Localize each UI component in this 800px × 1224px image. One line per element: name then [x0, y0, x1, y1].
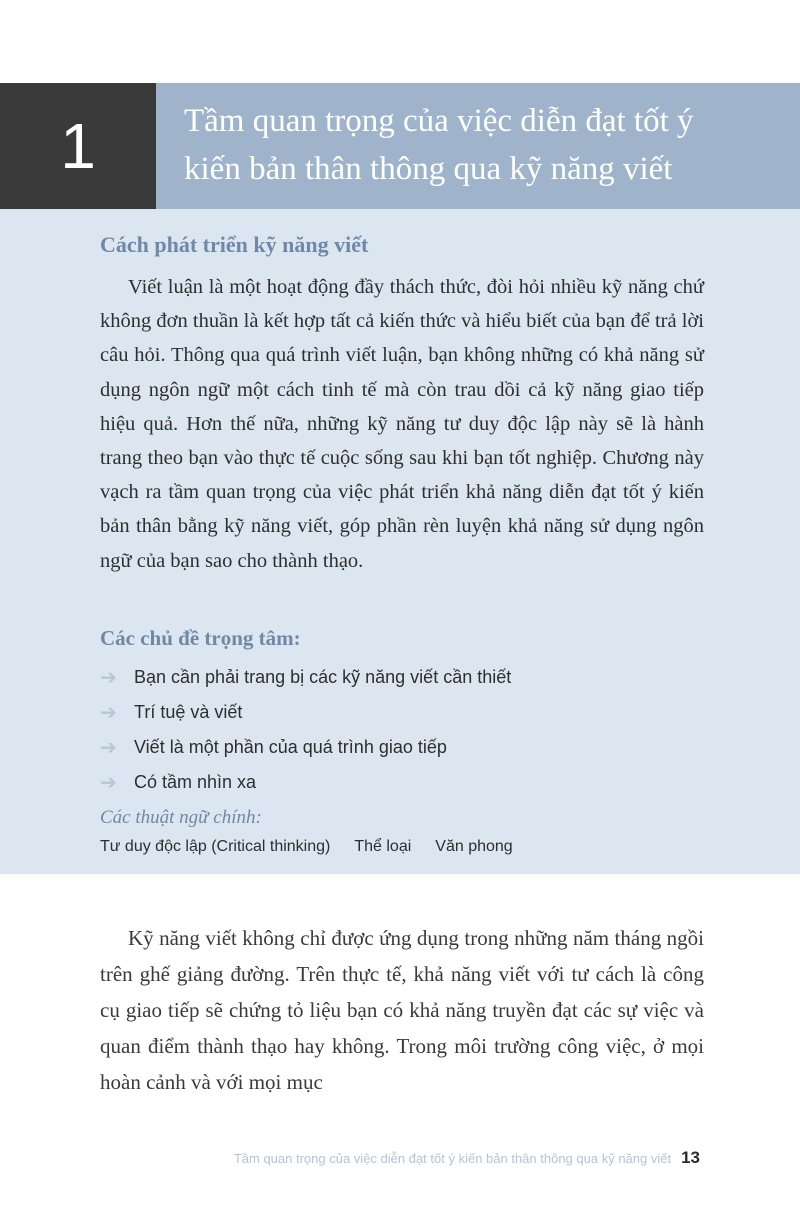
arrow-icon: ➔: [100, 772, 117, 794]
list-item: ➔ Viết là một phần của quá trình giao tiếp: [100, 737, 447, 759]
page-number: 13: [681, 1148, 700, 1167]
intro-paragraph: Viết luận là một hoạt động đầy thách thức, đòi hỏi nhiều kỹ năng chứ không đơn thuần là kết hợp tất cả kiến thức và hiểu biết của bạn để trả lời câu hỏi. Thông qua quá trình viết luận, bạn không những có khả năng sử dụng ngôn ngữ một cách tinh tế mà còn trau dồi cả kỹ năng giao tiếp hiệu quả. Hơn thế nữa, những kỹ năng tư duy độc lập này sẽ là hành trang theo bạn vào thực tế cuộc sống sau khi bạn tốt nghiệp. Chương này vạch ra tầm quan trọng của việc phát triển khả năng diễn đạt tốt ý kiến bản thân bằng kỹ năng viết, góp phần rèn luyện khả năng sử dụng ngôn ngữ của bạn sao cho thành thạo.: [100, 276, 704, 572]
term: Thể loại: [354, 838, 412, 855]
running-title: Tầm quan trọng của việc diễn đạt tốt ý kiến bản thân thông qua kỹ năng viết: [233, 1151, 672, 1166]
list-item: ➔ Trí tuệ và viết: [100, 702, 243, 724]
topics-list: [100, 660, 700, 800]
chapter-number: 1: [60, 110, 96, 182]
chapter-title-line-2: kiến bản thân thông qua kỹ năng viết: [184, 151, 673, 187]
arrow-icon: ➔: [100, 737, 117, 759]
chapter-number-box: [0, 83, 156, 209]
body-paragraph: Kỹ năng viết không chỉ được ứng dụng trong những năm tháng ngồi trên ghế giảng đường. Trên thực tế, khả năng viết với tư cách là công cụ giao tiếp sẽ chứng tỏ liệu bạn có khả năng truyền đạt các sự việc và quan điểm thành thạo hay không. Trong môi trường công việc, ở mọi hoàn cảnh và với mọi mục: [100, 926, 704, 1094]
term: Tư duy độc lập (Critical thinking): [100, 838, 331, 855]
term: Văn phong: [435, 838, 513, 855]
chapter-title-banner: [156, 83, 800, 209]
arrow-icon: ➔: [100, 667, 117, 689]
page-footer: [100, 1148, 700, 1168]
list-item: ➔ Bạn cần phải trang bị các kỹ năng viết cần thiết: [100, 667, 512, 689]
section-heading: Cách phát triển kỹ năng viết: [100, 232, 369, 257]
list-item: ➔ Có tầm nhìn xa: [100, 772, 257, 794]
topics-heading: Các chủ đề trọng tâm:: [100, 626, 301, 650]
terms-heading: Các thuật ngữ chính:: [100, 807, 262, 828]
chapter-title-line-1: Tầm quan trọng của việc diễn đạt tốt ý: [184, 103, 694, 139]
arrow-icon: ➔: [100, 702, 117, 724]
terms-list: [100, 838, 537, 856]
